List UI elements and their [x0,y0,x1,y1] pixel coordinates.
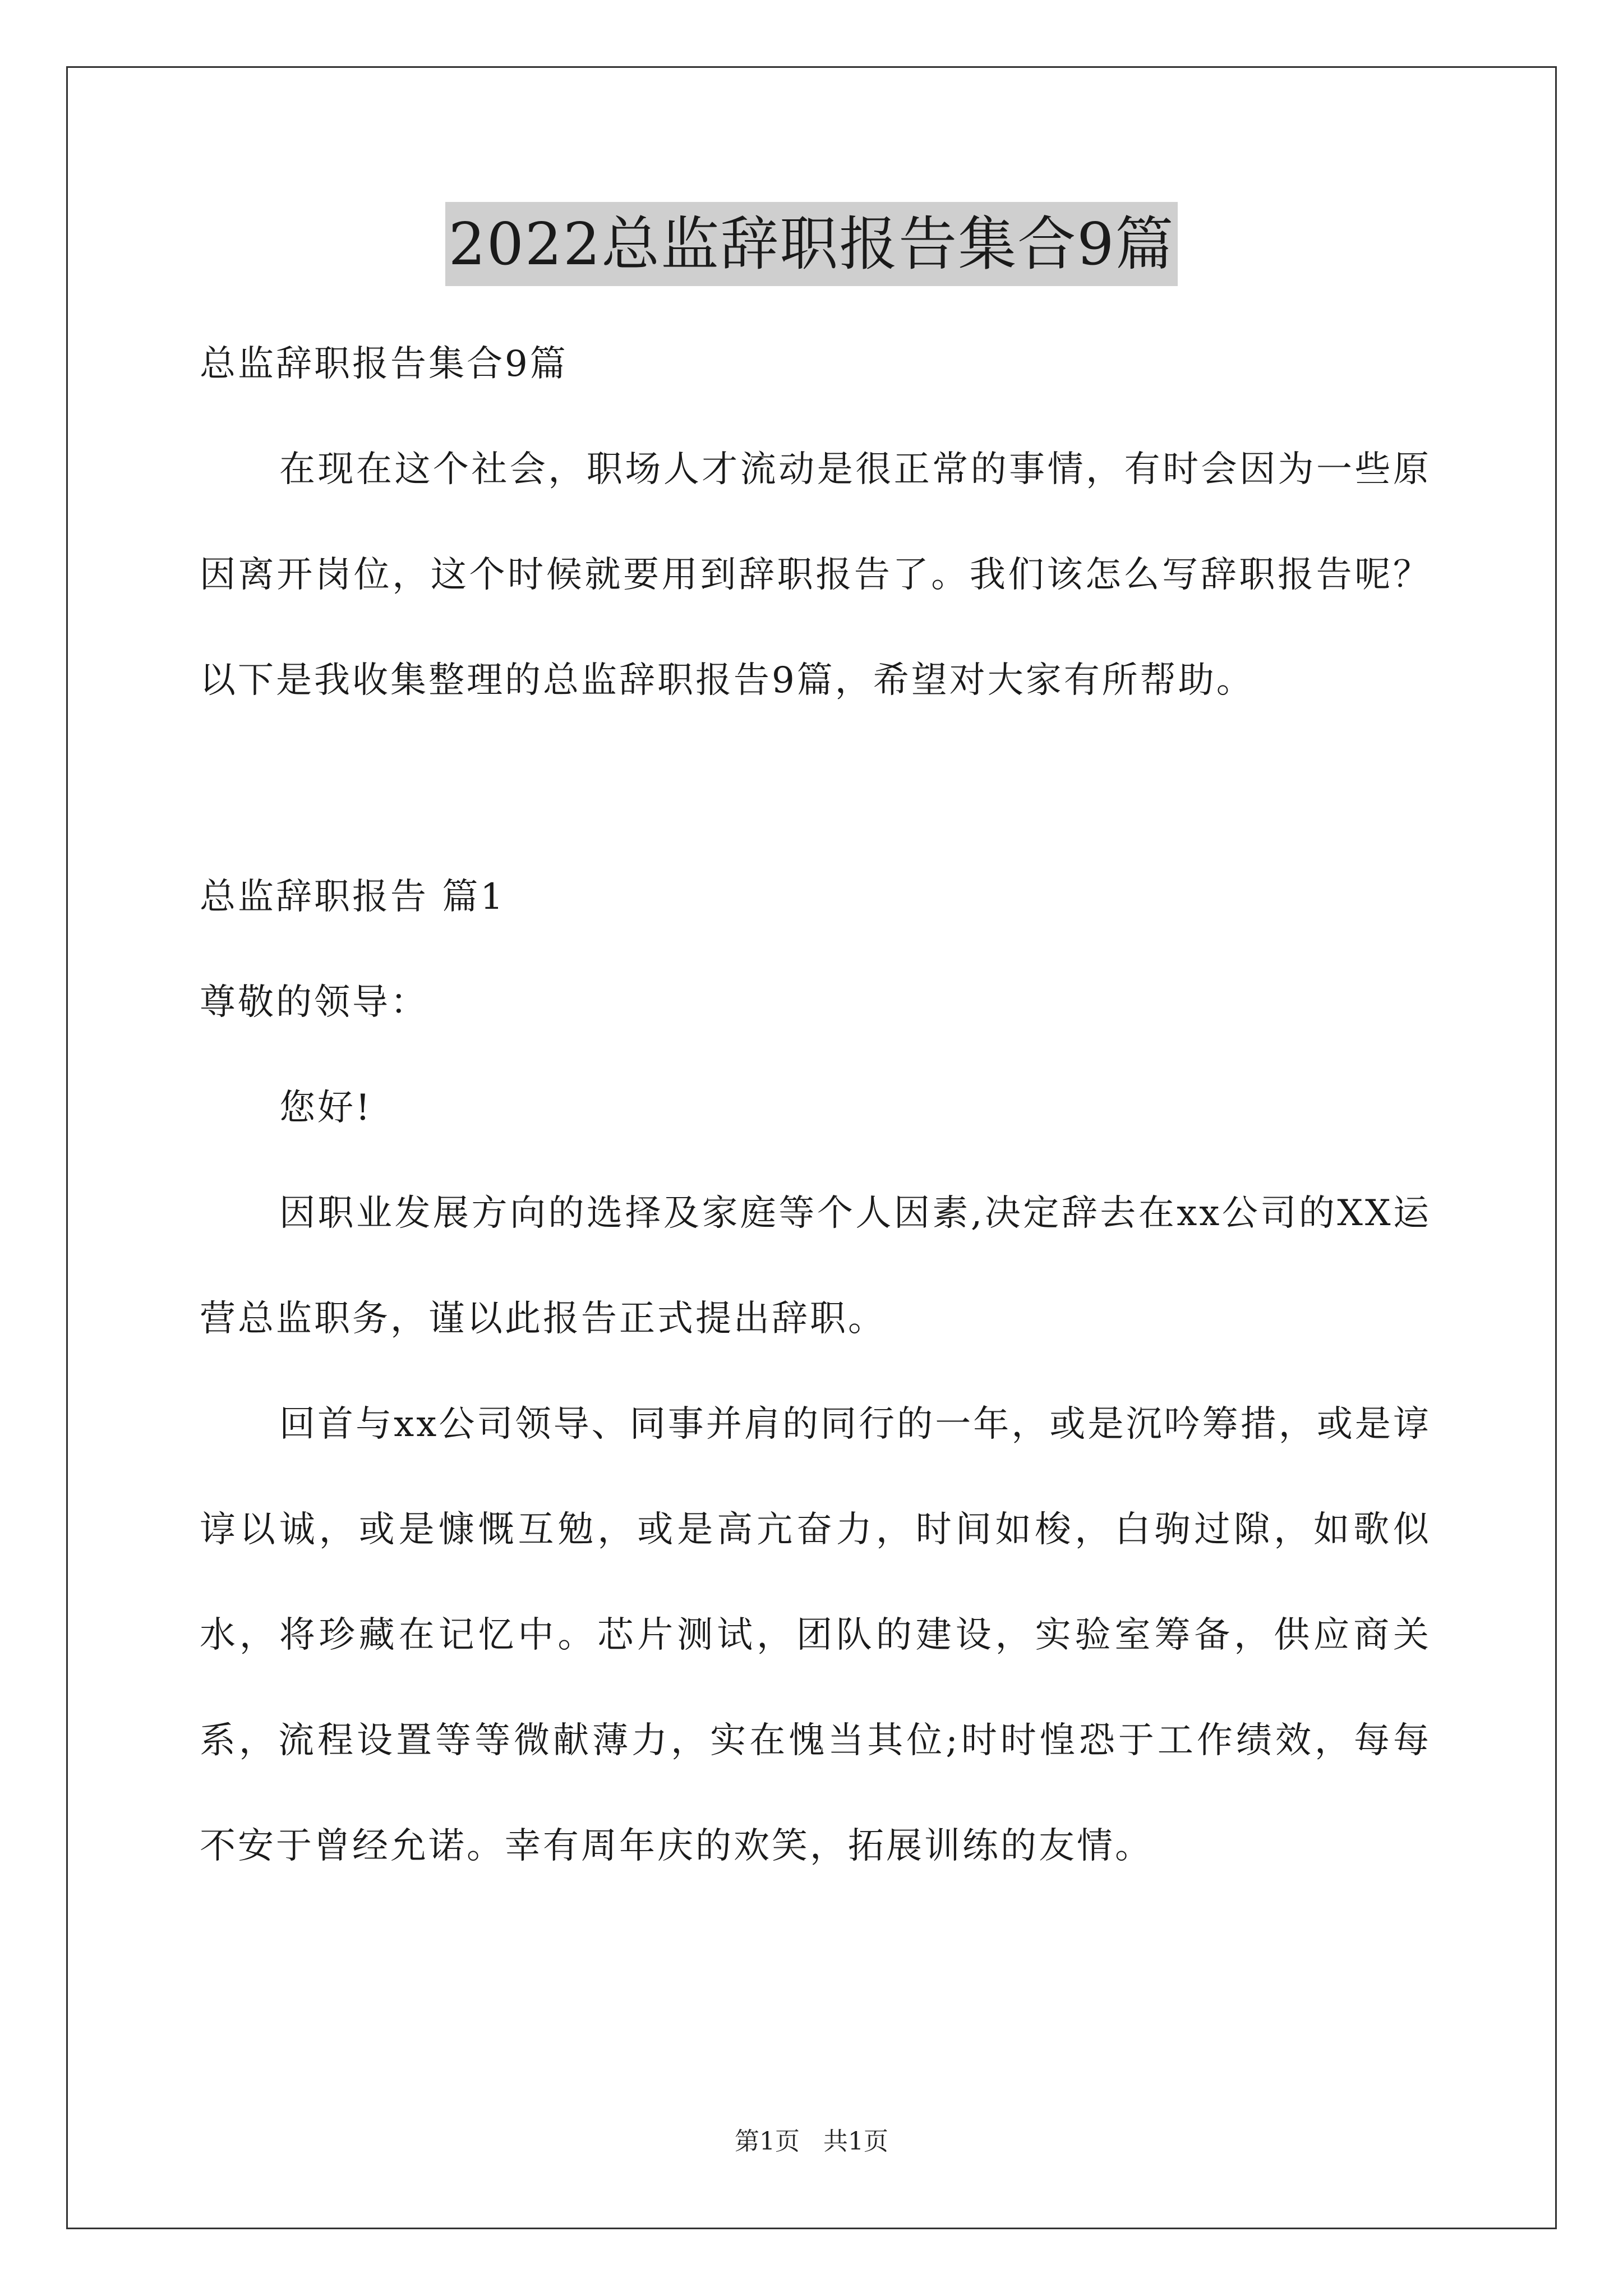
body-paragraph: 回首与xx公司领导、同事并肩的同行的一年，或是沉吟筹措，或是谆谆以诚，或是慷慨互勉，或是高亢奋力，时间如梭，白驹过隙，如歌似水，将珍藏在记忆中。芯片测试，团队的建设，实验室筹备，供应商关系，流程设置等等微献薄力，实在愧当其位;时时惶恐于工作绩效，每每不安于曾经允诺。幸有周年庆的欢笑，拓展训练的友情。 [200,1404,1431,1867]
body-paragraph: 因职业发展方向的选择及家庭等个人因素,决定辞去在xx公司的XX运营总监职务，谨以此报告正式提出辞职。 [200,1193,1431,1340]
document-subtitle: 总监辞职报告集合9篇 [200,343,568,385]
page-number: 第1页 [735,2127,800,2156]
page-total: 共1页 [823,2127,888,2156]
salutation: 尊敬的领导： [200,982,428,1023]
title-container [0,202,1623,286]
intro-paragraph: 在现在这个社会，职场人才流动是很正常的事情，有时会因为一些原因离开岗位，这个时候就要用到辞职报告了。我们该怎么写辞职报告呢？以下是我收集整理的总监辞职报告9篇，希望对大家有所帮助。 [200,449,1431,701]
section-heading: 总监辞职报告 篇1 [200,876,506,918]
greeting: 您好! [279,1087,372,1129]
document-title: 2022总监辞职报告集合9篇 [445,202,1178,286]
document-body [200,311,1431,1899]
page-footer [0,2125,1623,2159]
